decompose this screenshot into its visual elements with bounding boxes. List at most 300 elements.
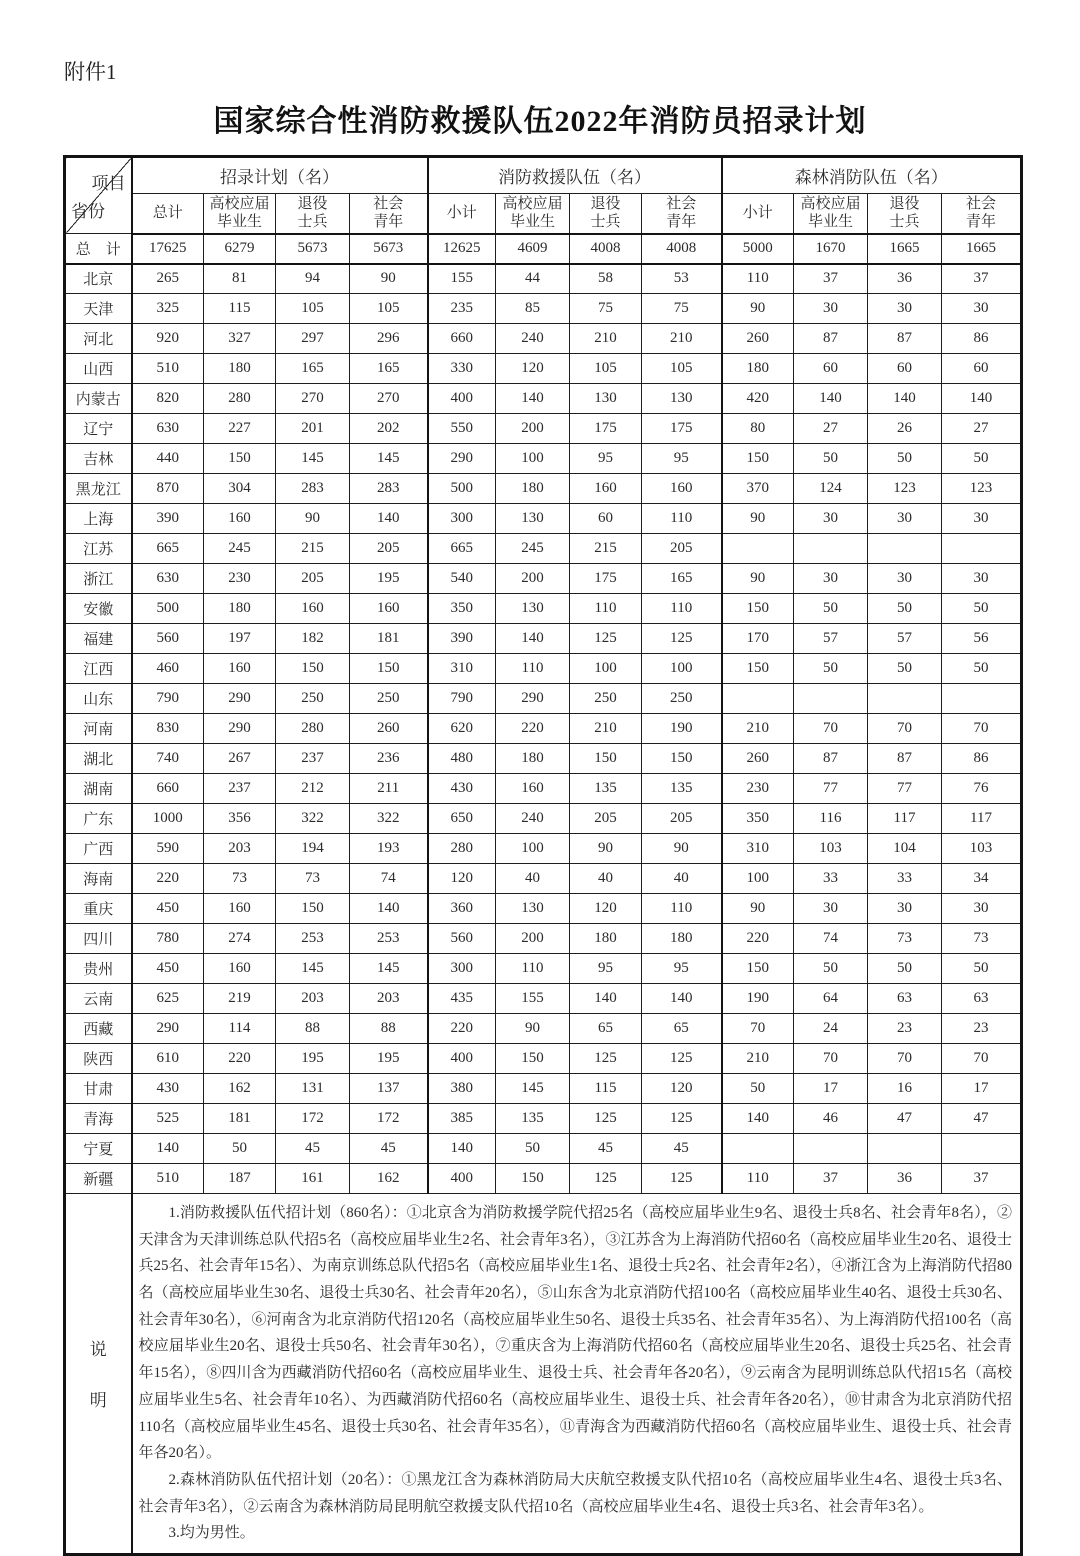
province-label: 宁夏	[65, 1134, 132, 1164]
value-cell: 70	[722, 1014, 794, 1044]
province-row	[65, 624, 1022, 654]
province-row	[65, 1014, 1022, 1044]
value-cell: 237	[276, 744, 350, 774]
value-cell: 90	[276, 504, 350, 534]
value-cell: 162	[204, 1074, 276, 1104]
value-cell: 205	[570, 804, 642, 834]
note-paragraph-2: 2.森林消防队伍代招计划（20名）：①黑龙江含为森林消防局大庆航空救援支队代招10名（高校应届毕业生4名、退役士兵3名、社会青年3名），②云南含为森林消防局昆明航空救援支队代招10名（高校应届毕业生4名、退役士兵3名、社会青年3名）。	[138, 1471, 1012, 1515]
province-row	[65, 564, 1022, 594]
province-row	[65, 954, 1022, 984]
value-cell: 50	[868, 654, 942, 684]
note-paragraph-1: 1.消防救援队伍代招计划（860名）：①北京含为消防救援学院代招25名（高校应届毕业生9名、退役士兵8名、社会青年8名），②天津含为天津训练总队代招5名（高校应届毕业生2名、社会青年3名），③江苏含为上海消防代招60名（高校应届毕业生20名、退役士兵25名、社会青年15名）、为南京训练总队代招5名（高校应届毕业生1名、退役士兵2名、社会青年2名），④浙江含为上海消防代招80名（高校应届毕业生30名、退役士兵30名、社会青年20名），⑤山东含为北京消防代招100名（高校应届毕业生40名、退役士兵30名、社会青年30名），⑥河南含为北京消防代招120名（高校应届毕业生50名、退役士兵35名、社会青年35名）、为上海消防代招100名（高校应届毕业生20名、退役士兵50名、社会青年30名），⑦重庆含为上海消防代招60名（高校应届毕业生20名、退役士兵25名、社会青年15名），⑧四川含为西藏消防代招60名（高校应届毕业生、退役士兵、社会青年各20名），⑨云南含为昆明训练总队代招15名（高校应届毕业生5名、社会青年10名）、为西藏消防代招60名（高校应届毕业生、退役士兵、社会青年各20名），⑩甘肃含为北京消防代招110名（高校应届毕业生45名、退役士兵30名、社会青年35名），⑪青海含为西藏消防代招60名（高校应届毕业生、退役士兵、社会青年各20名）。	[138, 1205, 1012, 1462]
value-cell: 160	[204, 654, 276, 684]
province-row	[65, 294, 1022, 324]
value-cell: 90	[642, 834, 722, 864]
value-cell: 304	[204, 474, 276, 504]
value-cell: 24	[794, 1014, 868, 1044]
value-cell: 33	[794, 864, 868, 894]
value-cell: 181	[204, 1104, 276, 1134]
value-cell: 150	[722, 954, 794, 984]
value-cell: 104	[868, 834, 942, 864]
province-label: 甘肃	[65, 1074, 132, 1104]
value-cell: 50	[942, 444, 1022, 474]
value-cell: 90	[570, 834, 642, 864]
value-cell: 37	[942, 1164, 1022, 1194]
value-cell: 50	[794, 444, 868, 474]
province-label: 海南	[65, 864, 132, 894]
group-header-fire-rescue-corps: 消防救援队伍（名）	[428, 157, 722, 194]
value-cell: 250	[570, 684, 642, 714]
value-cell: 30	[942, 504, 1022, 534]
value-cell: 220	[722, 924, 794, 954]
value-cell: 110	[642, 594, 722, 624]
value-cell: 77	[794, 774, 868, 804]
value-cell: 660	[132, 774, 204, 804]
value-cell: 300	[428, 504, 496, 534]
value-cell: 274	[204, 924, 276, 954]
value-cell: 17	[794, 1074, 868, 1104]
value-cell: 100	[570, 654, 642, 684]
value-cell: 140	[350, 894, 428, 924]
value-cell: 227	[204, 414, 276, 444]
value-cell: 103	[942, 834, 1022, 864]
value-cell: 330	[428, 354, 496, 384]
value-cell: 26	[868, 414, 942, 444]
value-cell: 210	[722, 1044, 794, 1074]
sub-header-col-10: 退役 士兵	[868, 194, 942, 234]
value-cell: 350	[428, 594, 496, 624]
value-cell: 172	[276, 1104, 350, 1134]
province-label: 上海	[65, 504, 132, 534]
province-row	[65, 444, 1022, 474]
value-cell: 5673	[350, 234, 428, 264]
province-row	[65, 354, 1022, 384]
value-cell: 75	[570, 294, 642, 324]
value-cell: 40	[570, 864, 642, 894]
value-cell: 175	[642, 414, 722, 444]
sub-header-col-5: 高校应届 毕业生	[496, 194, 570, 234]
value-cell: 460	[132, 654, 204, 684]
value-cell: 36	[868, 264, 942, 294]
value-cell: 325	[132, 294, 204, 324]
value-cell: 740	[132, 744, 204, 774]
province-row	[65, 324, 1022, 354]
value-cell: 200	[496, 924, 570, 954]
value-cell: 150	[276, 654, 350, 684]
value-cell: 94	[276, 264, 350, 294]
value-cell: 620	[428, 714, 496, 744]
value-cell: 50	[496, 1134, 570, 1164]
value-cell: 180	[722, 354, 794, 384]
value-cell: 400	[428, 1044, 496, 1074]
value-cell: 195	[276, 1044, 350, 1074]
value-cell: 90	[496, 1014, 570, 1044]
value-cell: 5000	[722, 234, 794, 264]
value-cell: 175	[570, 564, 642, 594]
value-cell: 77	[868, 774, 942, 804]
value-cell: 210	[722, 714, 794, 744]
value-cell: 86	[942, 744, 1022, 774]
value-cell: 63	[942, 984, 1022, 1014]
value-cell: 64	[794, 984, 868, 1014]
value-cell: 327	[204, 324, 276, 354]
value-cell: 322	[276, 804, 350, 834]
province-row	[65, 774, 1022, 804]
value-cell: 34	[942, 864, 1022, 894]
value-cell: 190	[722, 984, 794, 1014]
value-cell: 103	[794, 834, 868, 864]
value-cell: 5673	[276, 234, 350, 264]
value-cell: 23	[868, 1014, 942, 1044]
value-cell: 4008	[642, 234, 722, 264]
value-cell: 130	[496, 594, 570, 624]
value-cell: 110	[496, 954, 570, 984]
value-cell: 625	[132, 984, 204, 1014]
value-cell: 47	[868, 1104, 942, 1134]
value-cell: 70	[794, 1044, 868, 1074]
value-cell: 322	[350, 804, 428, 834]
value-cell: 920	[132, 324, 204, 354]
value-cell: 162	[350, 1164, 428, 1194]
value-cell: 45	[350, 1134, 428, 1164]
value-cell: 145	[276, 954, 350, 984]
value-cell: 140	[496, 384, 570, 414]
province-label: 广东	[65, 804, 132, 834]
value-cell: 290	[496, 684, 570, 714]
value-cell: 50	[942, 654, 1022, 684]
value-cell	[868, 1134, 942, 1164]
value-cell: 125	[642, 624, 722, 654]
value-cell	[868, 684, 942, 714]
value-cell: 85	[496, 294, 570, 324]
value-cell: 195	[350, 1044, 428, 1074]
value-cell: 30	[868, 294, 942, 324]
notes-body	[65, 1194, 1022, 1555]
value-cell: 205	[350, 534, 428, 564]
value-cell: 110	[642, 894, 722, 924]
value-cell: 155	[428, 264, 496, 294]
total-row	[65, 234, 1022, 264]
value-cell: 440	[132, 444, 204, 474]
value-cell: 123	[868, 474, 942, 504]
value-cell: 283	[276, 474, 350, 504]
value-cell: 1670	[794, 234, 868, 264]
value-cell: 100	[722, 864, 794, 894]
group-header-recruit-plan: 招录计划（名）	[132, 157, 428, 194]
province-row	[65, 654, 1022, 684]
value-cell: 73	[942, 924, 1022, 954]
value-cell: 95	[642, 954, 722, 984]
value-cell: 105	[570, 354, 642, 384]
province-row	[65, 264, 1022, 294]
value-cell: 297	[276, 324, 350, 354]
value-cell: 105	[276, 294, 350, 324]
value-cell: 400	[428, 1164, 496, 1194]
province-label: 湖北	[65, 744, 132, 774]
value-cell: 260	[350, 714, 428, 744]
value-cell: 180	[570, 924, 642, 954]
value-cell: 390	[428, 624, 496, 654]
value-cell: 290	[204, 714, 276, 744]
value-cell: 17	[942, 1074, 1022, 1104]
value-cell: 140	[132, 1134, 204, 1164]
value-cell: 37	[794, 1164, 868, 1194]
value-cell: 137	[350, 1074, 428, 1104]
value-cell: 50	[794, 654, 868, 684]
value-cell: 150	[570, 744, 642, 774]
value-cell: 283	[350, 474, 428, 504]
province-label: 内蒙古	[65, 384, 132, 414]
value-cell: 265	[132, 264, 204, 294]
value-cell: 50	[204, 1134, 276, 1164]
value-cell: 50	[868, 594, 942, 624]
value-cell	[942, 684, 1022, 714]
value-cell: 140	[722, 1104, 794, 1134]
value-cell: 74	[350, 864, 428, 894]
value-cell: 140	[496, 624, 570, 654]
value-cell: 95	[570, 444, 642, 474]
value-cell	[794, 534, 868, 564]
value-cell: 150	[722, 654, 794, 684]
value-cell: 100	[642, 654, 722, 684]
value-cell: 60	[868, 354, 942, 384]
value-cell: 290	[428, 444, 496, 474]
province-label: 总 计	[65, 234, 132, 264]
value-cell: 114	[204, 1014, 276, 1044]
value-cell: 180	[496, 744, 570, 774]
value-cell: 240	[496, 324, 570, 354]
value-cell: 30	[794, 564, 868, 594]
value-cell: 30	[942, 294, 1022, 324]
value-cell: 150	[722, 594, 794, 624]
value-cell: 210	[570, 714, 642, 744]
province-row	[65, 504, 1022, 534]
sub-header-row	[65, 194, 1022, 234]
province-label: 江西	[65, 654, 132, 684]
province-row	[65, 1134, 1022, 1164]
value-cell: 73	[204, 864, 276, 894]
value-cell: 201	[276, 414, 350, 444]
province-label: 重庆	[65, 894, 132, 924]
province-label: 吉林	[65, 444, 132, 474]
province-label: 黑龙江	[65, 474, 132, 504]
value-cell: 65	[570, 1014, 642, 1044]
province-label: 浙江	[65, 564, 132, 594]
value-cell: 430	[428, 774, 496, 804]
value-cell: 70	[868, 714, 942, 744]
value-cell: 90	[722, 504, 794, 534]
value-cell: 310	[428, 654, 496, 684]
value-cell: 190	[642, 714, 722, 744]
value-cell: 160	[204, 954, 276, 984]
value-cell: 23	[942, 1014, 1022, 1044]
value-cell: 220	[132, 864, 204, 894]
value-cell: 117	[942, 804, 1022, 834]
value-cell: 87	[868, 324, 942, 354]
value-cell: 30	[868, 564, 942, 594]
province-label: 陕西	[65, 1044, 132, 1074]
recruitment-table	[63, 155, 1023, 1556]
value-cell: 100	[496, 444, 570, 474]
value-cell: 57	[794, 624, 868, 654]
province-label: 新疆	[65, 1164, 132, 1194]
value-cell: 87	[868, 744, 942, 774]
value-cell: 790	[428, 684, 496, 714]
value-cell: 95	[570, 954, 642, 984]
value-cell: 130	[496, 894, 570, 924]
value-cell: 47	[942, 1104, 1022, 1134]
group-header-forest-fire-corps: 森林消防队伍（名）	[722, 157, 1022, 194]
sub-header-col-4: 小计	[428, 194, 496, 234]
value-cell: 205	[642, 804, 722, 834]
value-cell: 200	[496, 564, 570, 594]
value-cell: 430	[132, 1074, 204, 1104]
value-cell	[722, 1134, 794, 1164]
value-cell	[942, 534, 1022, 564]
value-cell: 150	[642, 744, 722, 774]
value-cell: 172	[350, 1104, 428, 1134]
sub-header-col-7: 社会 青年	[642, 194, 722, 234]
corner-cell	[65, 157, 132, 234]
value-cell: 194	[276, 834, 350, 864]
value-cell: 370	[722, 474, 794, 504]
value-cell: 155	[496, 984, 570, 1014]
value-cell: 116	[794, 804, 868, 834]
value-cell: 120	[428, 864, 496, 894]
value-cell: 197	[204, 624, 276, 654]
value-cell: 205	[276, 564, 350, 594]
value-cell: 30	[794, 294, 868, 324]
value-cell: 73	[868, 924, 942, 954]
province-row	[65, 894, 1022, 924]
value-cell: 95	[642, 444, 722, 474]
value-cell: 200	[496, 414, 570, 444]
province-label: 云南	[65, 984, 132, 1014]
value-cell: 219	[204, 984, 276, 1014]
province-row	[65, 594, 1022, 624]
corner-bottom-label: 省份	[71, 202, 105, 221]
value-cell: 245	[204, 534, 276, 564]
value-cell: 560	[132, 624, 204, 654]
value-cell: 140	[868, 384, 942, 414]
page-title: 国家综合性消防救援队伍2022年消防员招录计划	[213, 105, 867, 138]
value-cell: 30	[794, 504, 868, 534]
value-cell: 50	[794, 954, 868, 984]
value-cell: 27	[942, 414, 1022, 444]
value-cell: 50	[722, 1074, 794, 1104]
province-label: 山西	[65, 354, 132, 384]
value-cell: 165	[350, 354, 428, 384]
value-cell: 187	[204, 1164, 276, 1194]
value-cell: 870	[132, 474, 204, 504]
province-label: 江苏	[65, 534, 132, 564]
province-row	[65, 924, 1022, 954]
value-cell: 202	[350, 414, 428, 444]
value-cell: 130	[496, 504, 570, 534]
value-cell: 175	[570, 414, 642, 444]
value-cell: 525	[132, 1104, 204, 1134]
value-cell: 245	[496, 534, 570, 564]
value-cell: 540	[428, 564, 496, 594]
value-cell: 123	[942, 474, 1022, 504]
value-cell: 125	[642, 1104, 722, 1134]
value-cell: 435	[428, 984, 496, 1014]
sub-header-col-2: 退役 士兵	[276, 194, 350, 234]
value-cell: 44	[496, 264, 570, 294]
value-cell: 310	[722, 834, 794, 864]
value-cell	[868, 534, 942, 564]
value-cell: 125	[570, 1044, 642, 1074]
value-cell: 125	[570, 1164, 642, 1194]
value-cell: 150	[722, 444, 794, 474]
value-cell: 250	[642, 684, 722, 714]
value-cell: 73	[276, 864, 350, 894]
value-cell: 90	[722, 294, 794, 324]
value-cell: 230	[204, 564, 276, 594]
value-cell: 270	[276, 384, 350, 414]
value-cell: 50	[868, 954, 942, 984]
value-cell: 560	[428, 924, 496, 954]
value-cell: 270	[350, 384, 428, 414]
value-cell: 117	[868, 804, 942, 834]
value-cell: 36	[868, 1164, 942, 1194]
value-cell: 30	[794, 894, 868, 924]
value-cell: 160	[570, 474, 642, 504]
value-cell: 125	[570, 1104, 642, 1134]
value-cell: 235	[428, 294, 496, 324]
value-cell: 650	[428, 804, 496, 834]
value-cell: 115	[204, 294, 276, 324]
value-cell: 30	[942, 564, 1022, 594]
value-cell: 110	[722, 264, 794, 294]
value-cell: 211	[350, 774, 428, 804]
value-cell: 150	[350, 654, 428, 684]
value-cell: 790	[132, 684, 204, 714]
value-cell: 88	[350, 1014, 428, 1044]
value-cell: 610	[132, 1044, 204, 1074]
sub-header-col-9: 高校应届 毕业生	[794, 194, 868, 234]
province-label: 安徽	[65, 594, 132, 624]
value-cell: 350	[722, 804, 794, 834]
province-label: 青海	[65, 1104, 132, 1134]
value-cell: 90	[722, 894, 794, 924]
province-row	[65, 714, 1022, 744]
value-cell: 230	[722, 774, 794, 804]
value-cell: 260	[722, 324, 794, 354]
value-cell: 220	[204, 1044, 276, 1074]
value-cell: 70	[942, 714, 1022, 744]
value-cell: 550	[428, 414, 496, 444]
value-cell: 1000	[132, 804, 204, 834]
group-header-row	[65, 157, 1022, 194]
value-cell: 250	[350, 684, 428, 714]
value-cell: 300	[428, 954, 496, 984]
value-cell: 203	[204, 834, 276, 864]
note-paragraph-3: 3.均为男性。	[168, 1525, 255, 1542]
value-cell: 120	[496, 354, 570, 384]
value-cell: 30	[868, 894, 942, 924]
value-cell	[794, 1134, 868, 1164]
value-cell: 90	[350, 264, 428, 294]
value-cell: 63	[868, 984, 942, 1014]
value-cell: 70	[942, 1044, 1022, 1074]
value-cell: 500	[428, 474, 496, 504]
value-cell: 820	[132, 384, 204, 414]
value-cell: 236	[350, 744, 428, 774]
value-cell: 181	[350, 624, 428, 654]
province-row	[65, 1104, 1022, 1134]
value-cell: 203	[350, 984, 428, 1014]
